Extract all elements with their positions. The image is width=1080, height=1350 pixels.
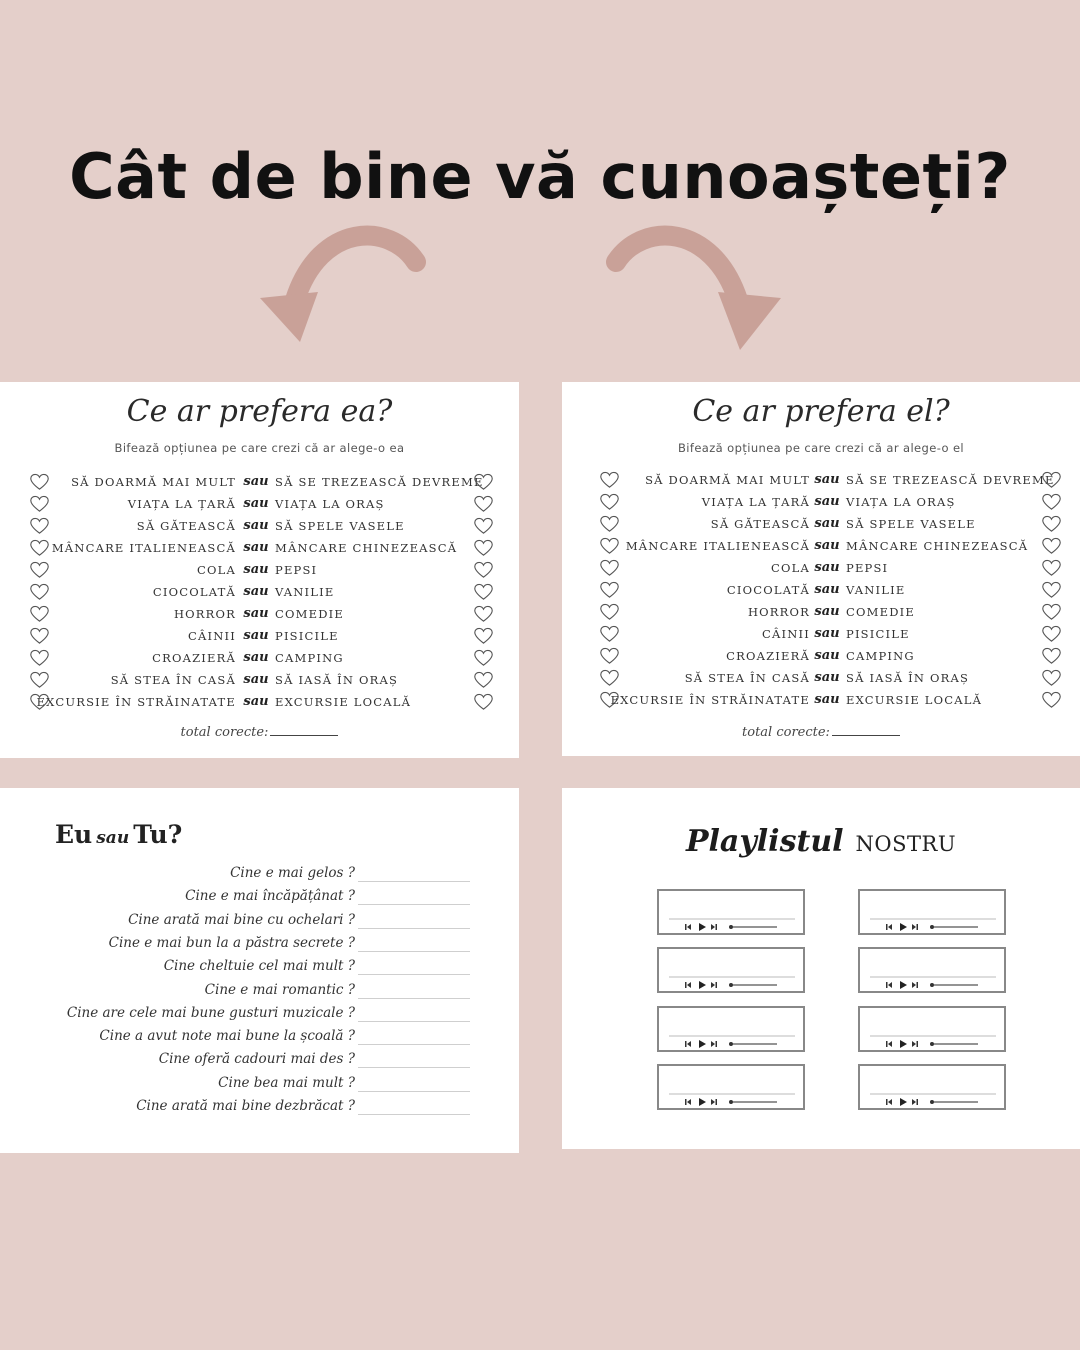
sau-connector: sau	[243, 584, 269, 599]
progress-slider[interactable]	[930, 925, 978, 929]
question-row	[66, 1002, 470, 1024]
play-icon[interactable]	[900, 1098, 907, 1106]
option-left-label: COLA	[197, 563, 236, 577]
sau-connector: sau	[243, 518, 269, 533]
option-row	[0, 581, 519, 603]
option-left-label: CROAZIERĂ	[152, 651, 236, 665]
skip-next-icon[interactable]	[912, 924, 918, 930]
heart-checkbox-left-icon[interactable]	[30, 649, 49, 667]
question-text: Cine arată mai bine dezbrăcat ?	[136, 1098, 355, 1114]
question-text: Cine cheltuie cel mai mult ?	[163, 958, 355, 975]
main-title: Cât de bine vă cunoașteți?	[69, 140, 1011, 213]
answer-line[interactable]	[358, 928, 470, 929]
option-right-label: EXCURSIE LOCALĂ	[275, 695, 412, 709]
heart-checkbox-right-icon[interactable]	[474, 473, 493, 491]
option-row	[0, 559, 519, 581]
heart-checkbox-left-icon[interactable]	[30, 517, 49, 535]
option-row	[0, 691, 519, 713]
sau-connector: sau	[243, 628, 269, 643]
decorative-arrows	[0, 215, 1080, 355]
total-label: total corecte:	[180, 725, 269, 740]
skip-next-icon[interactable]	[711, 1099, 717, 1105]
card-ce-ar-prefera-el	[562, 382, 1080, 756]
play-icon[interactable]	[699, 1098, 706, 1106]
total-correct	[562, 725, 1080, 740]
heart-checkbox-right-icon[interactable]	[474, 495, 493, 513]
heart-checkbox-right-icon[interactable]	[1042, 647, 1061, 665]
progress-slider[interactable]	[729, 1100, 777, 1104]
heart-checkbox-right-icon[interactable]	[1042, 537, 1061, 555]
option-row	[562, 491, 1080, 513]
heart-checkbox-right-icon[interactable]	[474, 649, 493, 667]
play-icon[interactable]	[900, 981, 907, 989]
total-correct	[0, 725, 519, 740]
title-tu: Tu?	[133, 820, 183, 849]
heart-checkbox-right-icon[interactable]	[1042, 581, 1061, 599]
option-right-label: VANILIE	[846, 583, 906, 597]
option-right-label: SĂ SE TREZEASCĂ DEVREME	[846, 473, 1055, 487]
sau-connector: sau	[243, 496, 269, 511]
card-subtitle: Bifează opțiunea pe care crezi că ar alege-o ea	[114, 441, 405, 455]
heart-checkbox-right-icon[interactable]	[1042, 625, 1061, 643]
option-right-label: VIAȚA LA ORAȘ	[275, 497, 385, 511]
option-left-label: VIAȚA LA ȚARĂ	[127, 497, 236, 511]
playlist-title-script: Playlistul	[685, 824, 844, 859]
option-row	[0, 647, 519, 669]
progress-slider[interactable]	[729, 925, 777, 929]
skip-next-icon[interactable]	[912, 982, 918, 988]
play-icon[interactable]	[699, 1040, 706, 1048]
heart-checkbox-right-icon[interactable]	[1042, 691, 1061, 709]
answer-line[interactable]	[358, 881, 470, 882]
playlist-song-slot[interactable]	[657, 889, 805, 935]
heart-checkbox-left-icon[interactable]	[600, 625, 619, 643]
option-row	[562, 535, 1080, 557]
option-right-label: PEPSI	[846, 561, 889, 575]
heart-checkbox-right-icon[interactable]	[1042, 515, 1061, 533]
sau-connector: sau	[243, 562, 269, 577]
play-icon[interactable]	[699, 923, 706, 931]
sau-connector: sau	[814, 604, 840, 619]
progress-slider[interactable]	[729, 983, 777, 987]
sau-connector: sau	[243, 694, 269, 709]
option-left-label: SĂ GĂTEASCĂ	[136, 519, 236, 533]
question-row	[100, 885, 470, 907]
playlist-song-slot[interactable]	[858, 947, 1006, 993]
heart-checkbox-left-icon[interactable]	[30, 627, 49, 645]
option-left-label: EXCURSIE ÎN STRĂINATATE	[36, 695, 236, 709]
skip-previous-icon[interactable]	[685, 1041, 691, 1047]
card-eu-sau-tu	[0, 788, 519, 1153]
option-right-label: EXCURSIE LOCALĂ	[846, 693, 983, 707]
heart-checkbox-left-icon[interactable]	[600, 581, 619, 599]
skip-previous-icon[interactable]	[685, 924, 691, 930]
skip-next-icon[interactable]	[711, 924, 717, 930]
playlist-song-slot[interactable]	[858, 889, 1006, 935]
card-subtitle: Bifează opțiunea pe care crezi că ar alege-o el	[677, 441, 965, 455]
question-text: Cine a avut note mai bune la școală ?	[99, 1028, 355, 1045]
answer-line[interactable]	[358, 1044, 470, 1045]
heart-checkbox-left-icon[interactable]	[600, 559, 619, 577]
option-row	[0, 625, 519, 647]
playlist-song-slot[interactable]	[657, 1006, 805, 1052]
option-right-label: VIAȚA LA ORAȘ	[846, 495, 956, 509]
heart-checkbox-right-icon[interactable]	[1042, 471, 1061, 489]
sau-connector: sau	[814, 626, 840, 641]
question-text: Cine e mai încăpățânat ?	[185, 888, 355, 905]
card-title: Ce ar prefera el?	[692, 394, 950, 429]
heart-checkbox-left-icon[interactable]	[600, 669, 619, 687]
curved-arrow-icon-right	[616, 236, 781, 350]
option-right-label: MÂNCARE CHINEZEASCĂ	[846, 539, 1029, 553]
option-row	[0, 669, 519, 691]
option-right-label: CAMPING	[275, 651, 344, 665]
question-text: Cine e mai bun la a păstra secrete ?	[108, 934, 355, 951]
heart-checkbox-left-icon[interactable]	[600, 471, 619, 489]
option-left-label: CÂINII	[762, 627, 810, 641]
curved-arrow-icon-left	[260, 236, 416, 342]
heart-checkbox-right-icon[interactable]	[474, 605, 493, 623]
answer-line[interactable]	[358, 904, 470, 905]
option-right-label: COMEDIE	[846, 605, 915, 619]
question-row	[100, 1048, 470, 1070]
sau-connector: sau	[814, 692, 840, 707]
option-row	[562, 667, 1080, 689]
heart-checkbox-left-icon[interactable]	[30, 539, 49, 557]
card-playlist	[562, 788, 1080, 1149]
heart-checkbox-left-icon[interactable]	[30, 605, 49, 623]
skip-next-icon[interactable]	[912, 1099, 918, 1105]
heart-checkbox-left-icon[interactable]	[30, 561, 49, 579]
playlist-title-plain: NOSTRU	[855, 832, 957, 856]
option-row	[0, 471, 519, 493]
skip-next-icon[interactable]	[711, 1041, 717, 1047]
question-row	[100, 909, 470, 931]
heart-checkbox-left-icon[interactable]	[30, 671, 49, 689]
option-right-label: PISICILE	[275, 629, 339, 643]
sau-connector: sau	[814, 472, 840, 487]
heart-checkbox-left-icon[interactable]	[600, 603, 619, 621]
playlist-song-slot[interactable]	[858, 1064, 1006, 1110]
heart-checkbox-right-icon[interactable]	[1042, 559, 1061, 577]
option-left-label: MÂNCARE ITALIENEASCĂ	[51, 541, 236, 555]
question-text: Cine oferă cadouri mai des ?	[158, 1051, 355, 1068]
option-left-label: HORROR	[747, 605, 810, 619]
option-right-label: SĂ IASĂ ÎN ORAȘ	[846, 671, 970, 685]
skip-previous-icon[interactable]	[685, 982, 691, 988]
option-row	[0, 537, 519, 559]
heart-checkbox-right-icon[interactable]	[1042, 669, 1061, 687]
question-row	[100, 932, 470, 954]
option-right-label: SĂ IASĂ ÎN ORAȘ	[275, 673, 399, 687]
option-left-label: SĂ STEA ÎN CASĂ	[684, 671, 810, 685]
question-row	[100, 862, 470, 884]
option-row	[562, 513, 1080, 535]
option-row	[562, 689, 1080, 711]
heart-checkbox-left-icon[interactable]	[600, 537, 619, 555]
playlist-song-slot[interactable]	[657, 1064, 805, 1110]
skip-next-icon[interactable]	[912, 1041, 918, 1047]
answer-line[interactable]	[358, 974, 470, 975]
heart-checkbox-left-icon[interactable]	[30, 495, 49, 513]
heart-checkbox-right-icon[interactable]	[1042, 493, 1061, 511]
title-sau: sau	[96, 828, 130, 848]
sau-connector: sau	[243, 606, 269, 621]
skip-previous-icon[interactable]	[886, 924, 892, 930]
total-input-line[interactable]	[270, 735, 338, 736]
question-text: Cine e mai gelos ?	[230, 865, 355, 881]
sau-connector: sau	[243, 672, 269, 687]
option-right-label: VANILIE	[275, 585, 335, 599]
heart-checkbox-right-icon[interactable]	[1042, 603, 1061, 621]
heart-checkbox-left-icon[interactable]	[30, 583, 49, 601]
skip-previous-icon[interactable]	[886, 1041, 892, 1047]
option-right-label: SĂ SE TREZEASCĂ DEVREME	[275, 475, 484, 489]
option-left-label: SĂ DOARMĂ MAI MULT	[71, 475, 236, 489]
option-left-label: CIOCOLATĂ	[152, 585, 236, 599]
option-right-label: SĂ SPELE VASELE	[846, 517, 976, 531]
skip-previous-icon[interactable]	[886, 982, 892, 988]
option-row	[0, 493, 519, 515]
play-icon[interactable]	[900, 1040, 907, 1048]
answer-line[interactable]	[358, 951, 470, 952]
answer-line[interactable]	[358, 1114, 470, 1115]
question-row	[100, 955, 470, 977]
skip-previous-icon[interactable]	[685, 1099, 691, 1105]
answer-line[interactable]	[358, 1067, 470, 1068]
option-row	[562, 623, 1080, 645]
option-right-label: MÂNCARE CHINEZEASCĂ	[275, 541, 458, 555]
sau-connector: sau	[814, 560, 840, 575]
heart-checkbox-right-icon[interactable]	[474, 539, 493, 557]
question-row	[100, 1095, 470, 1117]
heart-checkbox-left-icon[interactable]	[600, 515, 619, 533]
sau-connector: sau	[814, 670, 840, 685]
skip-next-icon[interactable]	[711, 982, 717, 988]
option-left-label: CIOCOLATĂ	[726, 583, 810, 597]
card-ce-ar-prefera-ea	[0, 382, 519, 758]
option-row	[562, 579, 1080, 601]
question-row	[100, 1025, 470, 1047]
sau-connector: sau	[814, 538, 840, 553]
play-icon[interactable]	[699, 981, 706, 989]
sau-connector: sau	[243, 540, 269, 555]
question-text: Cine are cele mai bune gusturi muzicale ?	[66, 1004, 355, 1021]
sau-connector: sau	[243, 474, 269, 489]
total-label: total corecte:	[742, 725, 830, 740]
option-row	[0, 603, 519, 625]
skip-previous-icon[interactable]	[886, 1099, 892, 1105]
heart-checkbox-right-icon[interactable]	[474, 583, 493, 601]
option-left-label: CROAZIERĂ	[726, 649, 810, 663]
option-left-label: CÂINII	[188, 629, 236, 643]
option-right-label: SĂ SPELE VASELE	[275, 519, 405, 533]
heart-checkbox-right-icon[interactable]	[474, 517, 493, 535]
option-right-label: PISICILE	[846, 627, 910, 641]
sau-connector: sau	[814, 516, 840, 531]
option-left-label: SĂ STEA ÎN CASĂ	[110, 673, 236, 687]
heart-checkbox-right-icon[interactable]	[474, 561, 493, 579]
sau-connector: sau	[814, 582, 840, 597]
progress-slider[interactable]	[930, 1100, 978, 1104]
question-row	[100, 1072, 470, 1094]
heart-checkbox-right-icon[interactable]	[474, 671, 493, 689]
option-left-label: COLA	[771, 561, 810, 575]
option-left-label: MÂNCARE ITALIENEASCĂ	[625, 539, 810, 553]
option-left-label: VIAȚA LA ȚARĂ	[701, 495, 810, 509]
eu-sau-tu-title	[55, 820, 182, 849]
option-right-label: CAMPING	[846, 649, 915, 663]
answer-line[interactable]	[358, 998, 470, 999]
answer-line[interactable]	[358, 1091, 470, 1092]
answer-line[interactable]	[358, 1021, 470, 1022]
heart-checkbox-left-icon[interactable]	[600, 647, 619, 665]
option-right-label: COMEDIE	[275, 607, 344, 621]
sau-connector: sau	[243, 650, 269, 665]
heart-checkbox-right-icon[interactable]	[474, 693, 493, 711]
option-row	[0, 515, 519, 537]
heart-checkbox-left-icon[interactable]	[30, 473, 49, 491]
option-left-label: HORROR	[173, 607, 236, 621]
total-input-line[interactable]	[832, 735, 900, 736]
option-row	[562, 469, 1080, 491]
sau-connector: sau	[814, 648, 840, 663]
play-icon[interactable]	[900, 923, 907, 931]
option-row	[562, 601, 1080, 623]
option-left-label: SĂ DOARMĂ MAI MULT	[645, 473, 810, 487]
progress-slider[interactable]	[930, 983, 978, 987]
sau-connector: sau	[814, 494, 840, 509]
question-text: Cine e mai romantic ?	[204, 981, 355, 998]
playlist-title	[562, 824, 1080, 859]
question-row	[100, 979, 470, 1001]
progress-slider[interactable]	[729, 1042, 777, 1046]
card-title: Ce ar prefera ea?	[126, 394, 393, 429]
option-left-label: EXCURSIE ÎN STRĂINATATE	[610, 693, 810, 707]
question-text: Cine bea mai mult ?	[218, 1074, 355, 1091]
question-text: Cine arată mai bine cu ochelari ?	[128, 911, 355, 928]
playlist-song-slot[interactable]	[858, 1006, 1006, 1052]
title-eu: Eu	[55, 820, 93, 849]
option-row	[562, 645, 1080, 667]
heart-checkbox-left-icon[interactable]	[600, 493, 619, 511]
heart-checkbox-right-icon[interactable]	[474, 627, 493, 645]
option-right-label: PEPSI	[275, 563, 318, 577]
option-row	[562, 557, 1080, 579]
option-left-label: SĂ GĂTEASCĂ	[710, 517, 810, 531]
progress-slider[interactable]	[930, 1042, 978, 1046]
playlist-song-slot[interactable]	[657, 947, 805, 993]
